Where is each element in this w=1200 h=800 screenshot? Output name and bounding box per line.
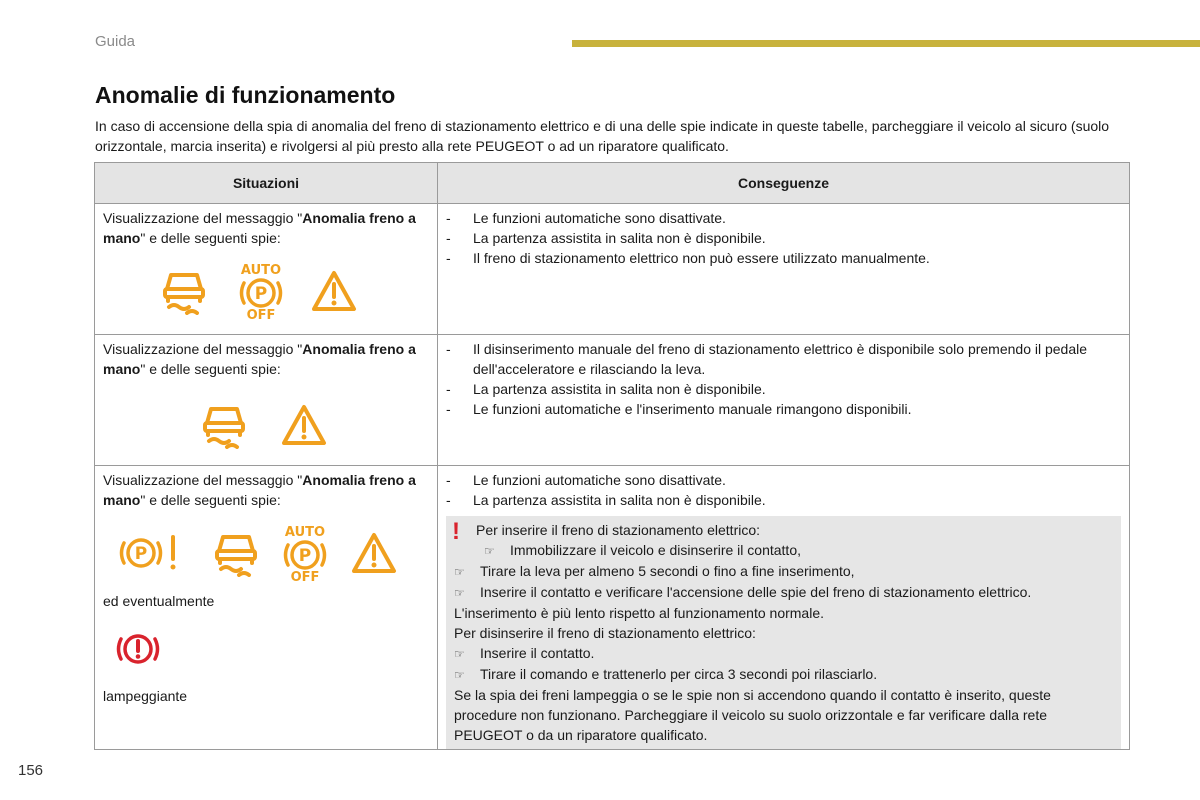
extra-text: ed eventualmente xyxy=(103,593,215,609)
warning-step: ☞ Inserire il contatto e verificare l'accensione delle spie del freno di stazionamento elettrico. xyxy=(454,582,1113,603)
intro-paragraph: In caso di accensione della spia di anomalia del freno di stazionamento elettrico e di una delle spie indicate in queste tabelle, parcheggiare il veicolo al sicuro (suolo orizzontale, marcia inserita) e rivolgersi al più presto alla rete PEUGEOT o ad un riparatore qualificato. xyxy=(95,118,1110,154)
list-item: - Il freno di stazionamento elettrico non può essere utilizzato manualmente. xyxy=(446,250,930,266)
consequence-cell xyxy=(438,335,1130,466)
warning-triangle-icon xyxy=(311,270,357,315)
list-item: - La partenza assistita in salita non è disponibile. xyxy=(446,492,766,508)
pointer-icon: ☞ xyxy=(454,565,465,579)
situation-cell xyxy=(95,466,438,750)
stability-control-icon xyxy=(159,267,209,318)
warning-line: Per disinserire il freno di stazionamento elettrico: xyxy=(454,625,756,641)
warning-line: L'inserimento è più lento rispetto al funzionamento normale. xyxy=(454,605,824,621)
situation-text: Visualizzazione del messaggio " xyxy=(103,210,303,226)
warning-step: ☞ Inserire il contatto. xyxy=(454,643,1113,664)
warning-triangle-icon xyxy=(351,532,397,577)
svg-text:OFF: OFF xyxy=(290,570,320,582)
warning-step: ☞ Tirare la leva per almeno 5 secondi o fino a fine inserimento, xyxy=(454,561,1113,582)
situation-text: " e delle seguenti spie: xyxy=(140,361,281,377)
warning-box xyxy=(446,516,1121,749)
pointer-icon: ☞ xyxy=(454,586,465,600)
situation-text: " e delle seguenti spie: xyxy=(140,230,281,246)
warning-step: ☞ Tirare il comando e trattenerlo per circa 3 secondi poi rilasciarlo. xyxy=(454,664,1113,685)
situation-cell xyxy=(95,335,438,466)
auto-parking-brake-icon xyxy=(277,524,333,585)
table-header-row xyxy=(95,163,1130,204)
pointer-icon: ☞ xyxy=(454,647,465,661)
svg-text:AUTO: AUTO xyxy=(284,525,326,540)
list-item: - Le funzioni automatiche e l'inserimento manuale rimangono disponibili. xyxy=(446,401,912,417)
warning-line: Se la spia dei freni lampeggia o se le spie non si accendono quando il contatto è inserito, queste procedure non funzionano. Parcheggiare il veicolo su suolo orizzontale e far verificare dalla rete PEUGEOT o da un riparatore qualificato. xyxy=(454,687,1051,743)
page-title: Anomalie di funzionamento xyxy=(95,82,396,108)
pointer-icon: ☞ xyxy=(454,668,465,682)
situation-text: Visualizzazione del messaggio " xyxy=(103,472,303,488)
list-item: - Le funzioni automatiche sono disattivate. xyxy=(446,210,726,226)
situation-bold: Anomalia freno a mano xyxy=(103,472,416,508)
list-item: - La partenza assistita in salita non è disponibile. xyxy=(446,230,766,246)
list-item: - Le funzioni automatiche sono disattivate. xyxy=(446,472,726,488)
warning-step: ☞ Immobilizzare il veicolo e disinserire il contatto, xyxy=(454,540,1113,561)
svg-text:AUTO: AUTO xyxy=(240,263,282,278)
header-situazioni: Situazioni xyxy=(95,163,438,204)
extra-note: lampeggiante xyxy=(103,688,188,704)
svg-text:P: P xyxy=(298,546,312,566)
svg-text:OFF: OFF xyxy=(246,308,276,320)
table-row xyxy=(95,466,1130,750)
situation-bold: Anomalia freno a mano xyxy=(103,210,416,246)
list-item: - Il disinserimento manuale del freno di stazionamento elettrico è disponibile solo premendo il pedale dell'acceleratore e rilasciando la leva. xyxy=(446,341,1088,377)
stability-control-icon xyxy=(199,401,249,452)
svg-text:P: P xyxy=(254,284,268,304)
header-conseguenze: Conseguenze xyxy=(438,163,1130,204)
section-label: Guida xyxy=(95,33,136,50)
page-number: 156 xyxy=(18,762,44,779)
pointer-icon: ☞ xyxy=(484,544,495,558)
stability-control-icon xyxy=(211,529,261,580)
situation-text: " e delle seguenti spie: xyxy=(140,492,281,508)
table-row xyxy=(95,335,1130,466)
situation-bold: Anomalia freno a mano xyxy=(103,341,416,377)
warning-exclamation-icon: ! xyxy=(452,518,460,545)
brake-warning-red-icon xyxy=(113,629,163,672)
parking-brake-fault-icon xyxy=(115,533,181,576)
svg-text:P: P xyxy=(134,544,148,564)
consequence-cell xyxy=(438,204,1130,335)
auto-parking-brake-icon xyxy=(233,262,289,323)
consequence-cell xyxy=(438,466,1130,750)
warning-triangle-icon xyxy=(281,404,327,449)
list-item: - La partenza assistita in salita non è disponibile. xyxy=(446,381,766,397)
warning-line: Per inserire il freno di stazionamento elettrico: xyxy=(476,522,761,538)
table-row xyxy=(95,204,1130,335)
situation-text: Visualizzazione del messaggio " xyxy=(103,341,303,357)
header-accent-bar xyxy=(572,40,1200,47)
anomaly-table xyxy=(94,162,1130,750)
situation-cell xyxy=(95,204,438,335)
